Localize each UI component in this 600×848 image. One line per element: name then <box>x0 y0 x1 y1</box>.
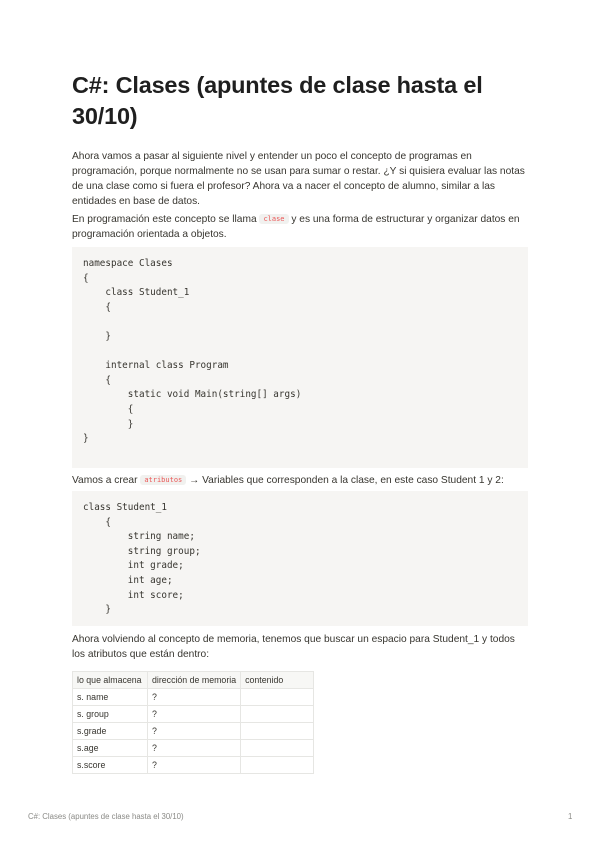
table-cell: ? <box>148 757 241 774</box>
code-line: static void Main(string[] args) <box>83 389 302 401</box>
text-segment: y es una forma de estructurar y organizar datos en programación orientada a objetos. <box>72 214 520 240</box>
table-row <box>73 757 314 774</box>
class-concept-paragraph <box>72 212 528 242</box>
text-segment: → Variables que corresponden a la clase, en este caso Student 1 y 2: <box>186 475 504 486</box>
table-row <box>73 723 314 740</box>
code-block-student-class <box>72 491 528 626</box>
inline-code-atributos: atributos <box>140 475 186 485</box>
table-cell <box>241 689 314 706</box>
code-line: } <box>83 418 134 430</box>
table-cell: ? <box>148 723 241 740</box>
table-row <box>73 706 314 723</box>
code-line: { <box>83 403 134 415</box>
code-line: { <box>83 272 89 284</box>
footer-title: C#: Clases (apuntes de clase hasta el 30/10) <box>28 812 184 821</box>
text-segment: Vamos a crear <box>72 475 141 486</box>
table-row <box>73 740 314 757</box>
code-block-namespace <box>72 247 528 468</box>
inline-code-clase: clase <box>259 214 288 224</box>
table-cell: s. name <box>73 689 148 706</box>
code-line <box>83 345 517 360</box>
code-line: string name; <box>83 531 195 543</box>
table-cell: ? <box>148 689 241 706</box>
table-cell: ? <box>148 706 241 723</box>
text-segment: En programación este concepto se llama <box>72 214 260 225</box>
table-cell: s.score <box>73 757 148 774</box>
table-cell: s.age <box>73 740 148 757</box>
code-line: { <box>83 374 111 386</box>
column-header: contenido <box>241 672 314 689</box>
table-row <box>73 689 314 706</box>
memory-table <box>72 671 314 774</box>
table-cell: ? <box>148 740 241 757</box>
code-line: { <box>83 301 111 313</box>
table-cell <box>241 723 314 740</box>
code-line: } <box>83 330 111 342</box>
table-cell: s. group <box>73 706 148 723</box>
memory-paragraph: Ahora volviendo al concepto de memoria, tenemos que buscar un espacio para Student_1 y todos los atributos que están dentro: <box>72 634 515 660</box>
code-line: int score; <box>83 589 184 601</box>
code-line: { <box>83 516 111 528</box>
table-cell <box>241 757 314 774</box>
code-line: namespace Clases <box>83 258 173 269</box>
code-line: } <box>83 433 89 445</box>
table-cell <box>241 706 314 723</box>
code-line: int age; <box>83 574 173 586</box>
code-line: internal class Program <box>83 360 229 372</box>
attributes-paragraph <box>72 473 528 488</box>
code-line: } <box>83 604 111 616</box>
page-title: C#: Clases (apuntes de clase hasta el 30/10) <box>72 72 483 129</box>
intro-paragraph: Ahora vamos a pasar al siguiente nivel y entender un poco el concepto de programas en programación, porque normalmente no se usan para sumar o restar. ¿Y si quisiera evaluar las notas de una clase como si fuera el profesor? Ahora va a nacer el concepto de alumno, similar a las entidades en base de datos. <box>72 151 525 207</box>
code-line: class Student_1 <box>83 502 167 513</box>
column-header: lo que almacena <box>73 672 148 689</box>
code-line: class Student_1 <box>83 287 190 299</box>
footer-page-number: 1 <box>568 812 573 821</box>
table-header-row <box>73 672 314 689</box>
column-header: dirección de memoria <box>148 672 241 689</box>
code-line: string group; <box>83 545 201 557</box>
code-line <box>83 315 517 330</box>
table-cell <box>241 740 314 757</box>
code-line: int grade; <box>83 560 184 572</box>
table-cell: s.grade <box>73 723 148 740</box>
